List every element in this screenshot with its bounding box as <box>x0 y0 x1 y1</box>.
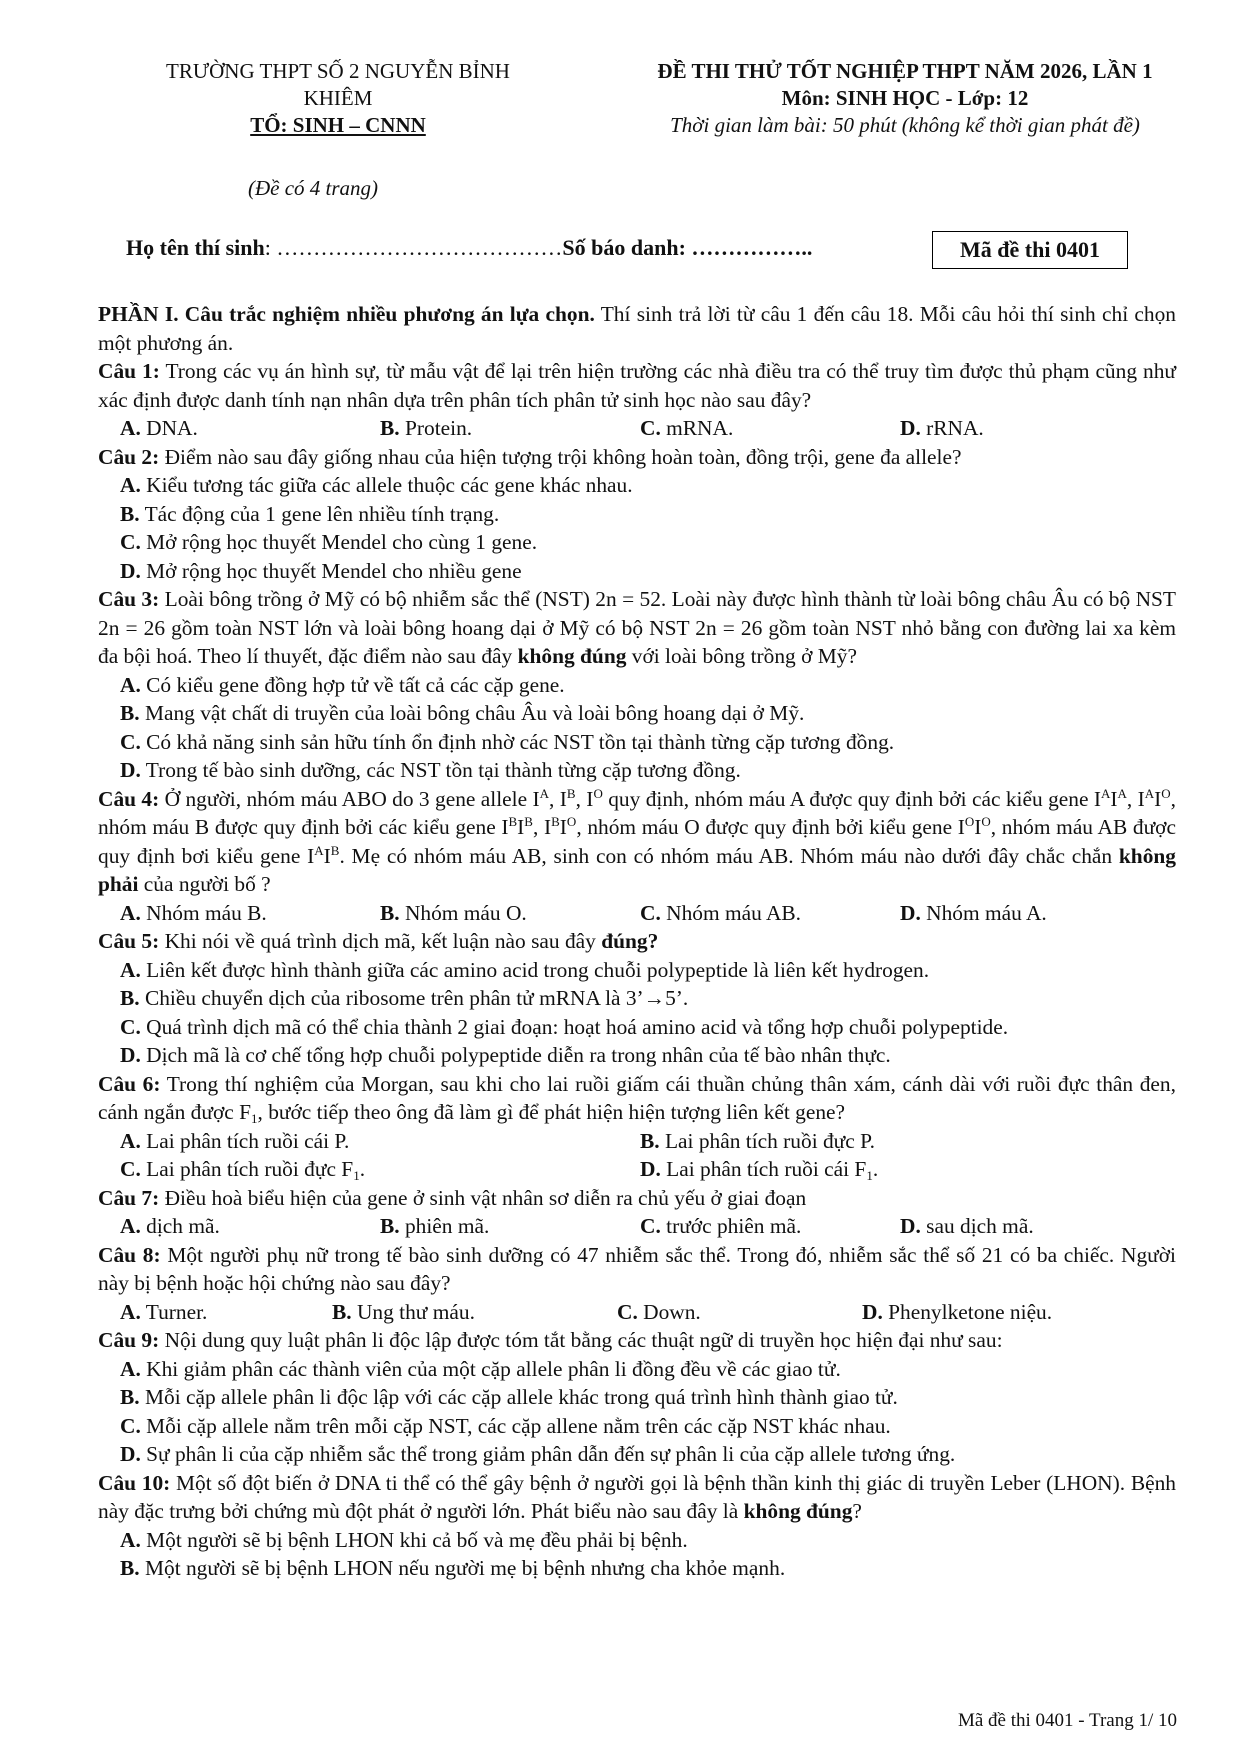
option-text: Có kiểu gene đồng hợp tử về tất cả các cặp gene. <box>140 672 565 697</box>
question-label: Câu 7: <box>98 1185 160 1210</box>
question-text: Ở người, nhóm máu ABO do 3 gene allele I <box>159 786 540 811</box>
option-text: Chiều chuyển dịch của ribosome trên phân tử mRNA là 3’→5’. <box>139 986 689 1010</box>
school-header <box>118 58 558 139</box>
section-instruction: Thí sinh trả lời từ câu 1 đến câu 18. Mỗi câu hỏi thí sinh chỉ chọn một phương án. <box>98 302 1176 355</box>
exam-time-note: Thời gian làm bài: 50 phút (không kể thời gian phát đề) <box>670 113 1140 137</box>
option-letter: A. <box>120 957 141 982</box>
question-text: I <box>974 815 982 839</box>
section-heading <box>98 300 1176 357</box>
question-3 <box>98 585 1176 671</box>
allele-sup: A <box>1117 785 1127 801</box>
option-b <box>98 1554 1176 1583</box>
option-a <box>98 471 1176 500</box>
question-text: Một người phụ nữ trong tế bào sinh dưỡng có 47 nhiễm sắc thể. Trong đó, nhiễm sắc thể số 21 có ba chiếc. Người này bị bệnh hoặc hội chứng nào sau đây? <box>98 1242 1176 1295</box>
option-letter: D. <box>120 558 141 583</box>
option-text: Down. <box>637 1299 701 1324</box>
question-label: Câu 5: <box>98 929 160 953</box>
option-text-tail: . <box>359 1157 366 1181</box>
option-letter: B. <box>640 1128 660 1153</box>
option-text: Phenylketone niệu. <box>882 1299 1053 1324</box>
option-text: Nhóm máu B. <box>140 900 267 925</box>
question-label: Câu 4: <box>98 786 160 811</box>
exam-title: ĐỀ THI THỬ TỐT NGHIỆP THPT NĂM 2026, LẦN 1 <box>657 59 1153 83</box>
question-text: I <box>1110 786 1118 811</box>
option-letter: C. <box>640 416 661 440</box>
option-text: Liên kết được hình thành giữa các amino acid trong chuỗi polypeptide là liên kết hydrogen. <box>140 957 930 982</box>
option-text-tail: . <box>872 1157 879 1181</box>
option-letter: B. <box>120 701 140 725</box>
allele-sup: B <box>524 814 533 829</box>
department: TỔ: SINH – CNNN <box>250 113 426 137</box>
option-c <box>98 528 1176 557</box>
question-4-options <box>98 899 1176 928</box>
option-a <box>98 956 1176 985</box>
option-b <box>98 984 1176 1013</box>
option-text: DNA. <box>140 416 198 440</box>
option-letter: A. <box>120 1214 141 1238</box>
option-letter: C. <box>120 1413 141 1438</box>
student-id-dots: …………….. <box>691 235 813 260</box>
option-letter: A. <box>120 1527 141 1552</box>
option-text: Mỗi cặp allele nằm trên mỗi cặp NST, các cặp allene nằm trên các cặp NST khác nhau. <box>140 1413 891 1438</box>
option-d <box>98 756 1176 785</box>
option-letter: B. <box>380 900 400 925</box>
question-5 <box>98 927 1176 956</box>
exam-subject: Môn: SINH HỌC - Lớp: 12 <box>781 86 1029 110</box>
option-letter: A. <box>120 473 141 497</box>
option-c <box>640 414 900 443</box>
option-a <box>120 1212 380 1241</box>
option-c <box>617 1298 862 1327</box>
question-6-options-row2 <box>98 1155 1176 1184</box>
option-d <box>98 1440 1176 1469</box>
option-text: Nhóm máu O. <box>399 900 527 925</box>
option-letter: B. <box>120 1385 140 1409</box>
allele-sup: O <box>1161 785 1171 801</box>
option-text: Nhóm máu AB. <box>660 900 802 925</box>
option-b <box>332 1298 617 1327</box>
option-text: Sự phân li của cặp nhiễm sắc thể trong giảm phân dẫn đến sự phân li của cặp allele tương ứng. <box>140 1442 956 1466</box>
option-d <box>98 557 1176 586</box>
question-text: , nhóm máu AB được quy định bơi kiểu gene I <box>98 815 1176 868</box>
option-letter: A. <box>120 1128 141 1153</box>
allele-sup: B <box>551 814 560 829</box>
option-text: Mang vật chất di truyền của loài bông châu Âu và loài bông hoang dại ở Mỹ. <box>139 701 805 725</box>
question-label: Câu 3: <box>98 587 160 611</box>
allele-sup: O <box>593 785 603 801</box>
option-text: Lai phân tích ruồi cái F <box>660 1157 867 1181</box>
allele-sup: O <box>964 814 975 829</box>
option-d <box>862 1298 1162 1327</box>
option-b <box>380 899 640 928</box>
question-1-options <box>98 414 1176 443</box>
option-text: Trong tế bào sinh dưỡng, các NST tồn tại thành từng cặp tương đồng. <box>140 758 741 782</box>
option-d <box>900 899 1160 928</box>
option-letter: D. <box>640 1157 661 1181</box>
option-text: Dịch mã là cơ chế tổng hợp chuỗi polypeptide diễn ra trong nhân của tế bào nhân thực. <box>140 1043 891 1067</box>
option-letter: A. <box>120 416 141 440</box>
allele-sup: O <box>566 814 577 829</box>
option-text: phiên mã. <box>399 1214 490 1238</box>
option-text: Có khả năng sinh sản hữu tính ổn định nhờ các NST tồn tại thành từng cặp tương đồng. <box>140 729 895 754</box>
option-a <box>120 1127 640 1156</box>
question-text: Trong thí nghiệm của Morgan, sau khi cho lai ruồi giấm cái thuần chủng thân xám, cánh dài với ruồi đực thân đen, cánh ngắn được F <box>98 1071 1176 1124</box>
option-text: Một người sẽ bị bệnh LHON khi cả bố và mẹ đều phải bị bệnh. <box>140 1527 688 1552</box>
question-text: Một số đột biến ở DNA ti thể có thể gây bệnh ở người gọi là bệnh thần kinh thị giác di truyền Leber (LHON). Bệnh này đặc trưng bởi chứng mù đột phát ở người lớn. Phát biểu nào sau đây là <box>98 1470 1176 1523</box>
option-d <box>98 1041 1176 1070</box>
option-text: Turner. <box>140 1299 208 1324</box>
option-letter: A. <box>120 672 141 697</box>
question-label: Câu 2: <box>98 444 160 469</box>
student-name-label: Họ tên thí sinh <box>126 235 265 260</box>
option-text: Kiểu tương tác giữa các allele thuộc các gene khác nhau. <box>140 473 633 497</box>
student-name-dots: : ………………………………… <box>264 235 563 260</box>
question-2 <box>98 443 1176 472</box>
question-text: Nội dung quy luật phân li độc lập được tóm tắt bằng các thuật ngữ di truyền học hiện đại như sau: <box>159 1328 1003 1352</box>
question-text-tail: của người bố ? <box>138 872 271 896</box>
question-1 <box>98 357 1176 414</box>
student-id-label: Số báo danh: <box>562 235 692 260</box>
option-b <box>640 1127 1160 1156</box>
question-text: I <box>517 815 525 839</box>
option-letter: D. <box>900 900 921 925</box>
allele-sup: A <box>1144 785 1155 801</box>
option-d <box>900 414 1160 443</box>
question-emphasis: đúng? <box>601 929 659 953</box>
exam-code: Mã đề thi 0401 <box>960 237 1100 262</box>
option-letter: D. <box>900 1214 921 1238</box>
option-letter: D. <box>120 758 141 782</box>
option-text: Ung thư máu. <box>351 1299 475 1324</box>
option-text: sau dịch mã. <box>920 1214 1034 1238</box>
question-text: Trong các vụ án hình sự, từ mẫu vật để lại trên hiện trường các nhà điều tra có thể truy tìm được thủ phạm cũng như xác định được danh tính nạn nhân dựa trên phân tích phân tử sinh học nào sau đây? <box>98 359 1176 412</box>
question-text: , I <box>532 815 552 839</box>
school-name-line1: TRƯỜNG THPT SỐ 2 NGUYỄN BỈNH <box>166 59 510 83</box>
question-text: . Mẹ có nhóm máu AB, sinh con có nhóm máu AB. Nhóm máu nào dưới đây chắc chắn <box>339 843 1119 868</box>
question-7-options <box>98 1212 1176 1241</box>
question-text: , nhóm máu O được quy định bởi kiểu gene I <box>576 815 965 839</box>
option-letter: C. <box>120 530 141 554</box>
pages-note: (Đề có 4 trang) <box>248 176 379 200</box>
question-8 <box>98 1241 1176 1298</box>
allele-sup: B <box>566 785 576 801</box>
question-label: Câu 1: <box>98 359 160 383</box>
option-a <box>120 414 380 443</box>
option-text: Lai phân tích ruồi đực P. <box>659 1128 875 1153</box>
question-text: , I <box>1126 786 1145 811</box>
option-letter: A. <box>120 1356 141 1381</box>
question-text: quy định, nhóm máu A được quy định bởi các kiểu gene I <box>602 786 1101 811</box>
option-letter: B. <box>120 1556 140 1580</box>
option-text: Lai phân tích ruồi cái P. <box>140 1128 350 1153</box>
allele-sup: O <box>981 814 991 829</box>
option-a <box>98 1526 1176 1555</box>
question-text: , I <box>575 786 594 811</box>
option-text: Protein. <box>399 416 473 440</box>
option-c <box>98 728 1176 757</box>
option-text: Mở rộng học thuyết Mendel cho nhiều gene <box>140 558 522 583</box>
question-text-tail: , bước tiếp theo ông đã làm gì để phát hiện hiện tượng liên kết gene? <box>257 1100 846 1124</box>
option-letter: C. <box>120 1014 141 1039</box>
question-text: I <box>323 843 331 868</box>
option-letter: B. <box>380 416 400 440</box>
school-name-line2: KHIÊM <box>303 86 373 110</box>
option-b <box>98 699 1176 728</box>
question-text: , nhóm máu B được quy định bởi các kiểu gene I <box>98 786 1177 839</box>
option-letter: A. <box>120 900 141 925</box>
option-letter: D. <box>900 416 921 440</box>
option-letter: C. <box>617 1299 638 1324</box>
question-4 <box>98 785 1176 899</box>
option-c <box>120 1155 640 1184</box>
option-d <box>900 1212 1160 1241</box>
question-text: , I <box>549 786 567 811</box>
option-text: trước phiên mã. <box>660 1214 802 1238</box>
allele-sup: B <box>508 814 518 829</box>
question-emphasis: không đúng <box>517 644 627 668</box>
exam-header <box>600 58 1210 139</box>
option-text: Tác động của 1 gene lên nhiều tính trạng. <box>139 501 500 526</box>
option-text: Quá trình dịch mã có thể chia thành 2 giai đoạn: hoạt hoá amino acid và tổng hợp chuỗi polypeptide. <box>140 1014 1009 1039</box>
option-c <box>640 899 900 928</box>
option-letter: C. <box>120 1157 141 1181</box>
option-letter: A. <box>120 1299 141 1324</box>
exam-code-box <box>932 231 1128 269</box>
option-text: Nhóm máu A. <box>920 900 1047 925</box>
option-text: Khi giảm phân các thành viên của một cặp allele phân li đồng đều về các giao tử. <box>140 1356 841 1381</box>
option-text: dịch mã. <box>140 1214 220 1238</box>
question-emphasis: không phải <box>98 843 1176 896</box>
option-letter: D. <box>120 1442 141 1466</box>
option-text: Lai phân tích ruồi đực F <box>140 1157 354 1181</box>
option-b <box>98 1383 1176 1412</box>
question-text: Khi nói về quá trình dịch mã, kết luận nào sau đây <box>159 929 602 953</box>
option-letter: D. <box>120 1043 141 1067</box>
question-text: Loài bông trồng ở Mỹ có bộ nhiễm sắc thể (NST) 2n = 52. Loài này được hình thành từ loài bông châu Âu có bộ NST 2n = 26 gồm toàn NST lớn và loài bông hoang dại ở Mỹ có bộ NST 2n = 26 gồm toàn NST nhỏ bằng con đường lai xa kèm đa bội hoá. Theo lí thuyết, đặc điểm nào sau đây <box>98 587 1176 668</box>
question-emphasis: không đúng <box>743 1499 853 1523</box>
option-b <box>380 414 640 443</box>
option-c <box>98 1013 1176 1042</box>
option-b <box>98 500 1176 529</box>
question-8-options <box>98 1298 1176 1327</box>
option-letter: B. <box>380 1214 400 1238</box>
section-title: PHẦN I. Câu trắc nghiệm nhiều phương án lựa chọn. <box>98 302 595 326</box>
option-text: mRNA. <box>660 416 734 440</box>
generation-sub: 1 <box>251 1111 258 1126</box>
option-a <box>98 671 1176 700</box>
option-c <box>640 1212 900 1241</box>
option-text: Mở rộng học thuyết Mendel cho cùng 1 gene. <box>140 530 538 554</box>
question-6-options-row1 <box>98 1127 1176 1156</box>
option-a <box>98 1355 1176 1384</box>
question-text-tail: với loài bông trồng ở Mỹ? <box>626 644 857 668</box>
option-text: rRNA. <box>920 416 984 440</box>
allele-sup: B <box>330 842 340 858</box>
question-7 <box>98 1184 1176 1213</box>
allele-sup: A <box>314 842 324 858</box>
question-label: Câu 10: <box>98 1470 171 1495</box>
option-letter: B. <box>332 1299 352 1324</box>
option-letter: B. <box>120 986 140 1010</box>
option-text: Một người sẽ bị bệnh LHON nếu người mẹ bị bệnh nhưng cha khỏe mạnh. <box>139 1556 786 1580</box>
question-text: I <box>559 815 567 839</box>
question-text: Điểm nào sau đây giống nhau của hiện tượng trội không hoàn toàn, đồng trội, gene đa allele? <box>159 444 962 469</box>
option-b <box>380 1212 640 1241</box>
generation-sub: 1 <box>866 1168 873 1183</box>
option-d <box>640 1155 1160 1184</box>
question-6 <box>98 1070 1176 1127</box>
option-letter: C. <box>640 900 661 925</box>
allele-sup: A <box>1100 785 1111 801</box>
option-text: Mỗi cặp allele phân li độc lập với các cặp allele khác trong quá trình hình thành giao tử. <box>139 1385 898 1409</box>
allele-sup: A <box>539 785 550 801</box>
page-footer: Mã đề thi 0401 - Trang 1/ 10 <box>957 1710 1177 1731</box>
option-letter: C. <box>640 1214 661 1238</box>
option-a <box>120 1298 332 1327</box>
student-info <box>126 235 812 261</box>
option-a <box>120 899 380 928</box>
question-text: Điều hoà biểu hiện của gene ở sinh vật nhân sơ diễn ra chủ yếu ở giai đoạn <box>159 1185 807 1210</box>
option-letter: C. <box>120 729 141 754</box>
question-9 <box>98 1326 1176 1355</box>
question-label: Câu 9: <box>98 1328 160 1352</box>
exam-content <box>98 300 1176 1583</box>
question-10 <box>98 1469 1176 1526</box>
question-text: I <box>1154 786 1162 811</box>
option-letter: B. <box>120 501 140 526</box>
question-text-tail: ? <box>852 1499 862 1523</box>
option-letter: D. <box>862 1299 883 1324</box>
question-label: Câu 8: <box>98 1242 161 1267</box>
generation-sub: 1 <box>353 1168 360 1183</box>
question-label: Câu 6: <box>98 1071 161 1096</box>
option-c <box>98 1412 1176 1441</box>
